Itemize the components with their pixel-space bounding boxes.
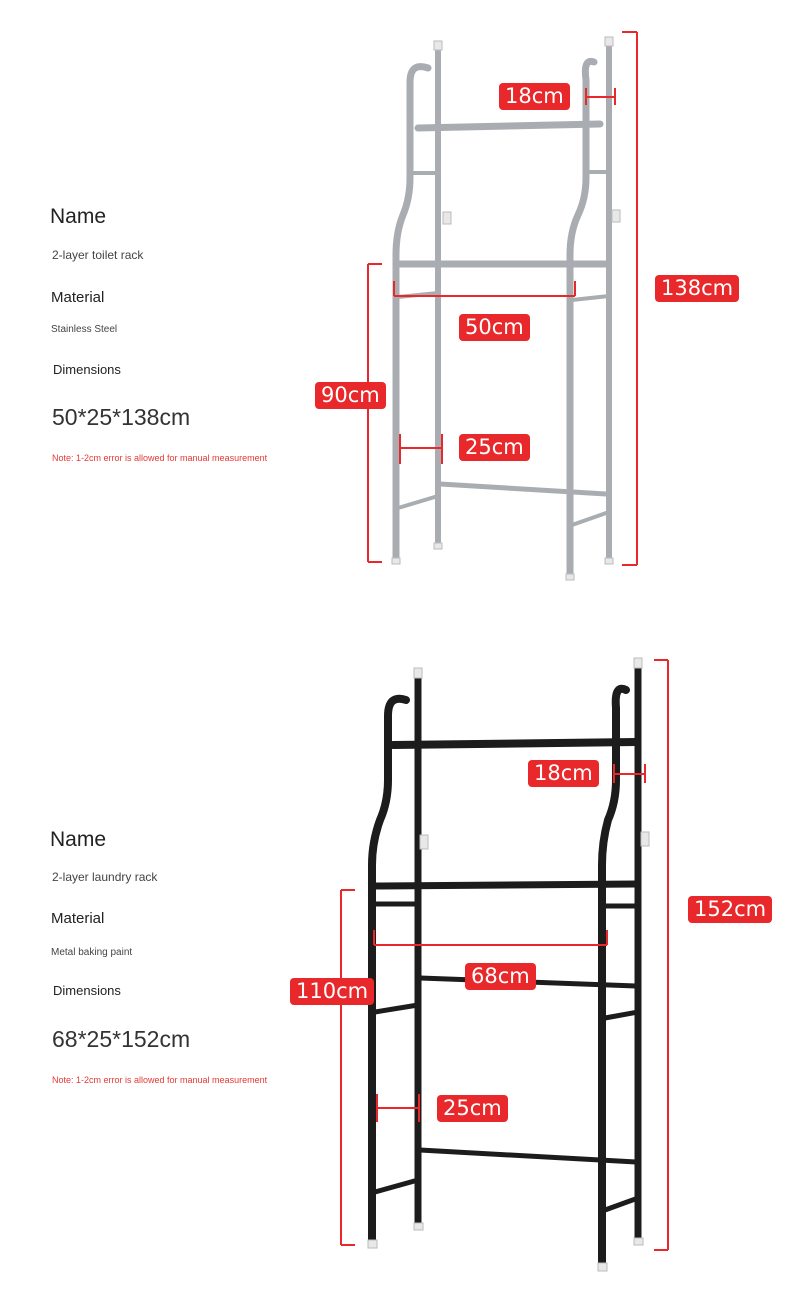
tag-lower-height: 90cm xyxy=(315,382,386,409)
tag-lower-height: 110cm xyxy=(290,978,374,1005)
rack-illustration xyxy=(0,0,790,620)
measurement-note: Note: 1-2cm error is allowed for manual measurement xyxy=(52,453,268,463)
material-label: Material xyxy=(51,289,105,306)
product-section-toilet-rack xyxy=(0,0,790,620)
dimensions-value: 50*25*138cm xyxy=(52,404,191,430)
rack-frame xyxy=(396,40,609,576)
product-section-laundry-rack xyxy=(0,620,790,1300)
dimensions-value: 68*25*152cm xyxy=(52,1026,191,1052)
tag-total-height: 138cm xyxy=(655,275,739,302)
tag-width: 68cm xyxy=(465,963,536,990)
name-value: 2-layer laundry rack xyxy=(52,870,158,884)
tag-depth-bottom: 25cm xyxy=(437,1095,508,1122)
tag-depth-top: 18cm xyxy=(499,83,570,110)
tag-depth-top: 18cm xyxy=(528,760,599,787)
name-label: Name xyxy=(50,205,107,228)
rack-illustration xyxy=(0,620,790,1300)
tag-width: 50cm xyxy=(459,314,530,341)
tag-depth-bottom: 25cm xyxy=(459,434,530,461)
dimensions-label: Dimensions xyxy=(53,983,121,998)
material-value: Metal baking paint xyxy=(51,947,133,958)
measurement-note: Note: 1-2cm error is allowed for manual measurement xyxy=(52,1075,268,1085)
material-label: Material xyxy=(51,910,105,927)
name-label: Name xyxy=(50,828,107,851)
tag-total-height: 152cm xyxy=(688,896,772,923)
dimensions-label: Dimensions xyxy=(53,362,121,377)
name-value: 2-layer toilet rack xyxy=(52,248,144,262)
material-value: Stainless Steel xyxy=(51,324,118,335)
